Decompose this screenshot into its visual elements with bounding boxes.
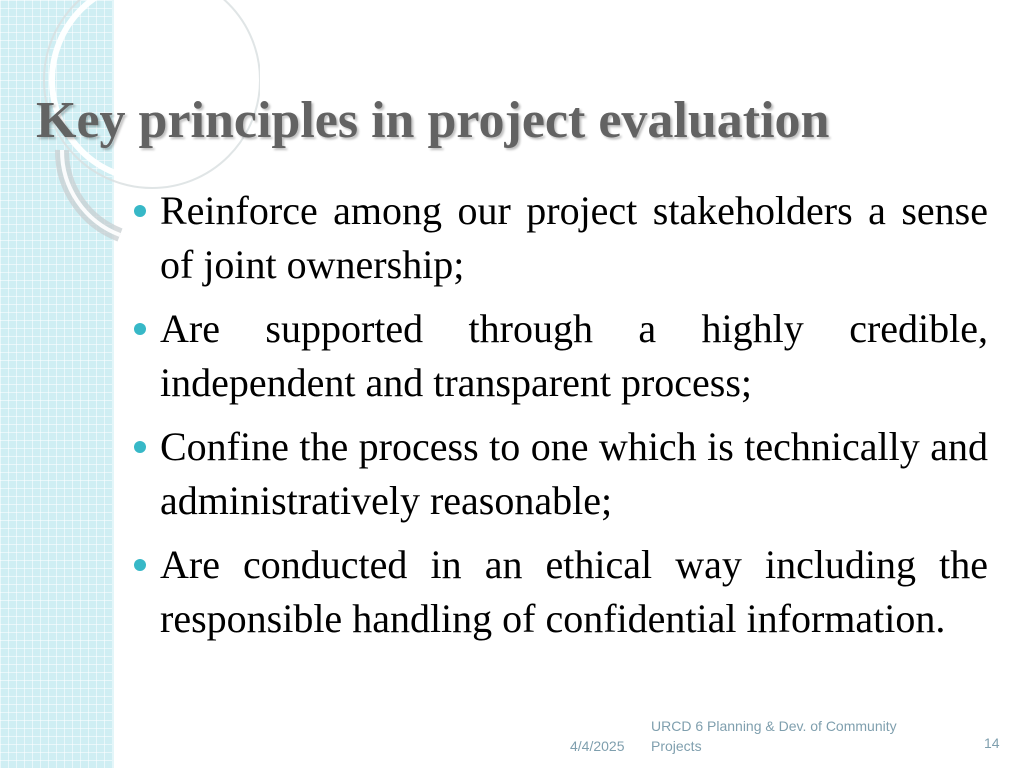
list-item: [132, 302, 988, 410]
page-number: 14: [984, 735, 1000, 751]
slide-title: Key principles in project evaluation: [36, 92, 830, 149]
bullet-text: Are supported through a highly credible, independent and transparent process;: [160, 306, 988, 405]
bullet-text: Are conducted in an ethical way including the responsible handling of confidential information.: [160, 542, 988, 641]
list-item: [132, 420, 988, 528]
list-item: [132, 184, 988, 292]
footer-date: 4/4/2025: [570, 738, 625, 754]
bullet-dot-icon: [134, 441, 146, 453]
bullet-list: [132, 184, 988, 656]
bullet-dot-icon: [134, 323, 146, 335]
bullet-text: Reinforce among our project stakeholders a sense of joint ownership;: [160, 188, 988, 287]
bullet-dot-icon: [134, 205, 146, 217]
list-item: [132, 538, 988, 646]
footer-course-title: URCD 6 Planning & Dev. of Community Projects: [651, 718, 897, 754]
bullet-text: Confine the process to one which is technically and administratively reasonable;: [160, 424, 988, 523]
bullet-dot-icon: [134, 559, 146, 571]
